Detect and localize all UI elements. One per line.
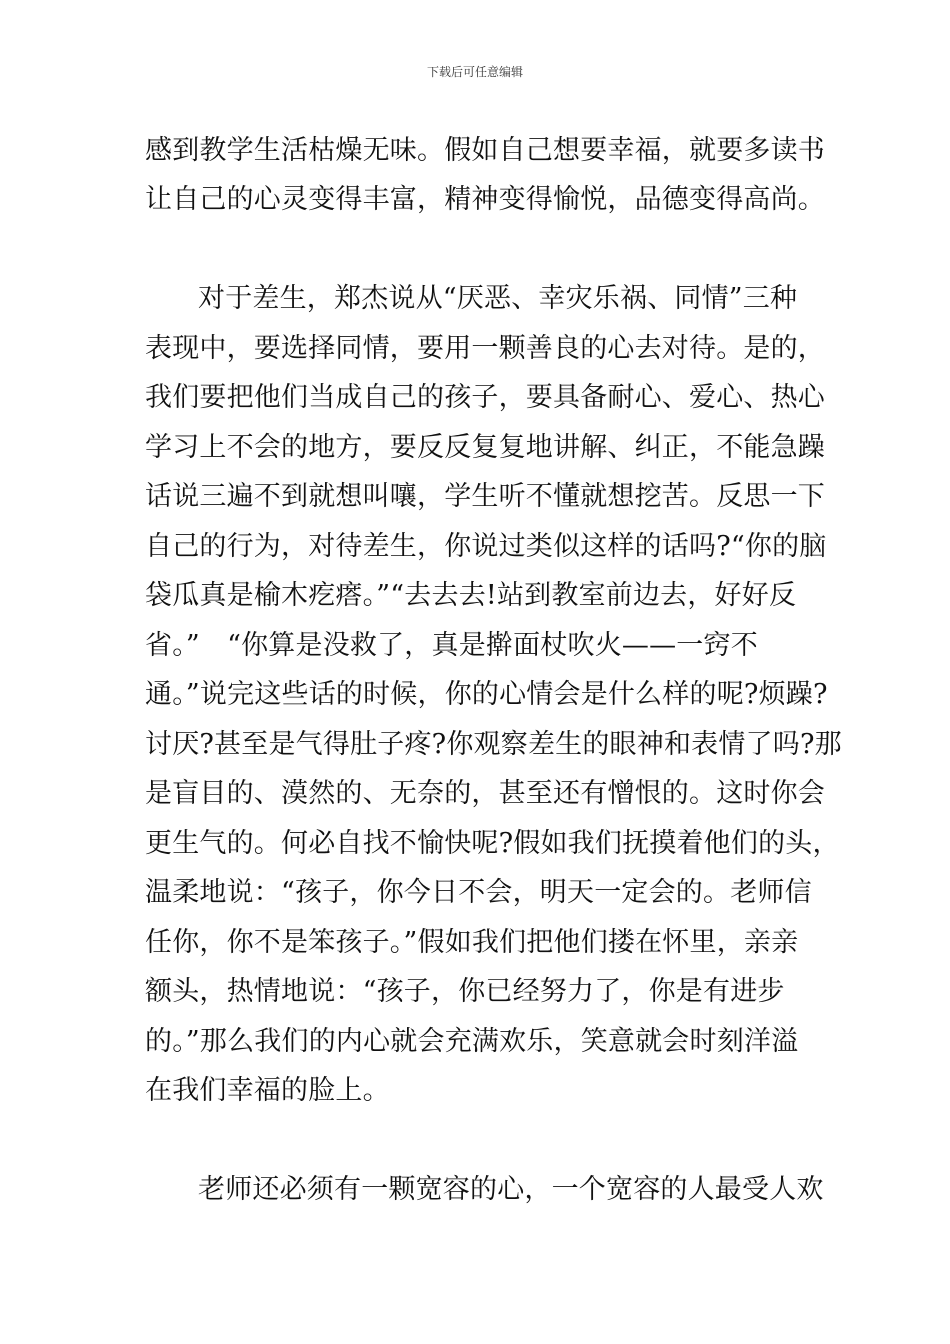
paragraph-2-line-14: 任你，你不是笨孩子。”假如我们把他们搂在怀里，亲亲	[145, 927, 799, 958]
paragraph-3-line-1: 老师还必须有一颗宽容的心，一个宽容的人最受人欢	[198, 1174, 824, 1205]
paragraph-2-line-6: 自己的行为，对待差生，你说过类似这样的话吗?“你的脑	[145, 531, 827, 562]
paragraph-2-line-7: 袋瓜真是榆木疙瘩。”“去去去!站到教室前边去，好好反	[145, 580, 797, 611]
paragraph-2-line-10: 讨厌?甚至是气得肚子疼?你观察差生的眼神和表情了吗?那	[145, 729, 842, 760]
paragraph-2-line-16: 的。”那么我们的内心就会充满欢乐，笑意就会时刻洋溢	[145, 1026, 799, 1057]
paragraph-2-line-15: 额头，热情地说：“孩子，你已经努力了，你是有进步	[145, 976, 785, 1007]
paragraph-2-line-2: 表现中，要选择同情，要用一颗善良的心去对待。是的，	[145, 333, 825, 364]
paragraph-2-line-17: 在我们幸福的脸上。	[145, 1075, 390, 1106]
paragraph-2-line-9: 通。”说完这些话的时候，你的心情会是什么样的呢?烦躁?	[145, 679, 828, 710]
paragraph-2-line-4: 学习上不会的地方，要反反复复地讲解、纠正，不能急躁	[145, 432, 825, 463]
paragraph-2-line-5: 话说三遍不到就想叫嚷，学生听不懂就想挖苦。反思一下	[145, 481, 825, 512]
paragraph-2-line-11: 是盲目的、漠然的、无奈的，甚至还有憎恨的。这时你会	[145, 778, 825, 809]
paragraph-1-line-2: 让自己的心灵变得丰富，精神变得愉悦，品德变得高尚。	[145, 184, 825, 215]
paragraph-2-line-8: 省。” “你算是没救了，真是擀面杖吹火——一窍不	[145, 630, 758, 661]
paragraph-2-line-12: 更生气的。何必自找不愉快呢?假如我们抚摸着他们的头，	[145, 828, 840, 859]
page-header: 下载后可任意编辑	[426, 65, 523, 79]
paragraph-2-line-1: 对于差生，郑杰说从“厌恶、幸灾乐祸、同情”三种	[198, 283, 798, 314]
paragraph-2-line-13: 温柔地说：“孩子，你今日不会，明天一定会的。老师信	[145, 877, 812, 908]
paragraph-2-line-3: 我们要把他们当成自己的孩子，要具备耐心、爱心、热心	[145, 382, 825, 413]
paragraph-1-line-1: 感到教学生活枯燥无味。假如自己想要幸福，就要多读书	[145, 135, 825, 166]
